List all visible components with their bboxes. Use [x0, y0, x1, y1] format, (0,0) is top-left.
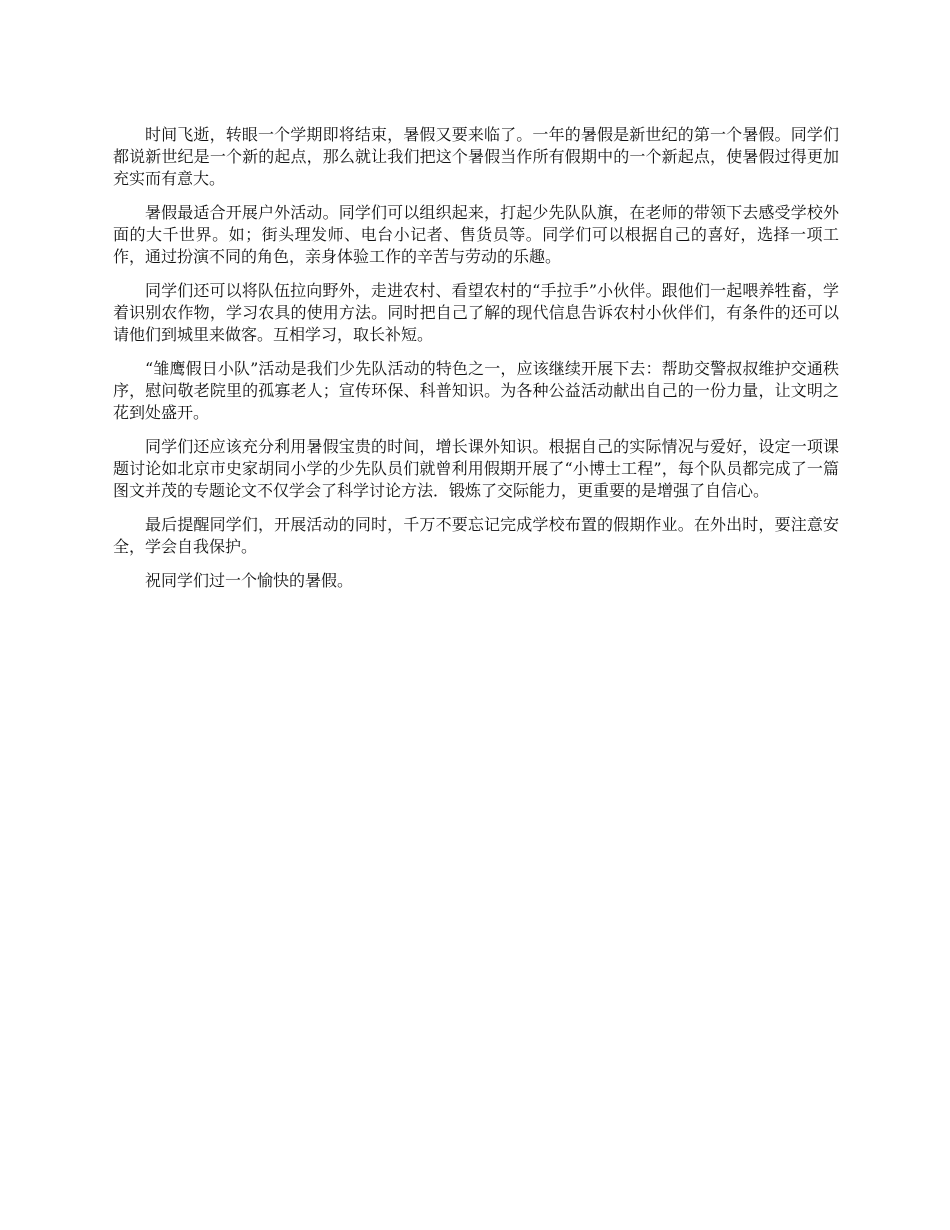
paragraph-7: 祝同学们过一个愉快的暑假。	[145, 571, 354, 590]
paragraph-4: “雏鹰假日小队”活动是我们少先队活动的特色之一，应该继续开展下去：帮助交警叔叔维护交通秩序，慰问敬老院里的孤寡老人；宣传环保、科普知识。为各种公益活动献出自己的一份力量，让文明之花到处盛开。	[113, 359, 839, 422]
paragraph-3: 同学们还可以将队伍拉向野外，走进农村、看望农村的“手拉手”小伙伴。跟他们一起喂养牲畜，学着识别农作物，学习农具的使用方法。同时把自己了解的现代信息告诉农村小伙伴们，有条件的还可以请他们到城里来做客。互相学习，取长补短。	[113, 281, 839, 344]
paragraph-5: 同学们还应该充分利用暑假宝贵的时间，增长课外知识。根据自己的实际情况与爱好，设定一项课题讨论如北京市史家胡同小学的少先队员们就曾利用假期开展了“小博士工程”，每个队员都完成了一篇图文并茂的专题论文不仅学会了科学讨论方法．锻炼了交际能力，更重要的是增强了自信心。	[113, 437, 839, 500]
document-body	[113, 124, 839, 604]
paragraph-2: 暑假最适合开展户外活动。同学们可以组织起来，打起少先队队旗，在老师的带领下去感受学校外面的大千世界。如；街头理发师、电台小记者、售货员等。同学们可以根据自己的喜好，选择一项工作，通过扮演不同的角色，亲身体验工作的辛苦与劳动的乐趣。	[113, 203, 839, 266]
paragraph-1: 时间飞逝，转眼一个学期即将结束，暑假又要来临了。一年的暑假是新世纪的第一个暑假。同学们都说新世纪是一个新的起点，那么就让我们把这个暑假当作所有假期中的一个新起点，使暑假过得更加充实而有意大。	[113, 125, 839, 188]
paragraph-6: 最后提醒同学们，开展活动的同时，千万不要忘记完成学校布置的假期作业。在外出时，要注意安全，学会自我保护。	[113, 515, 839, 556]
